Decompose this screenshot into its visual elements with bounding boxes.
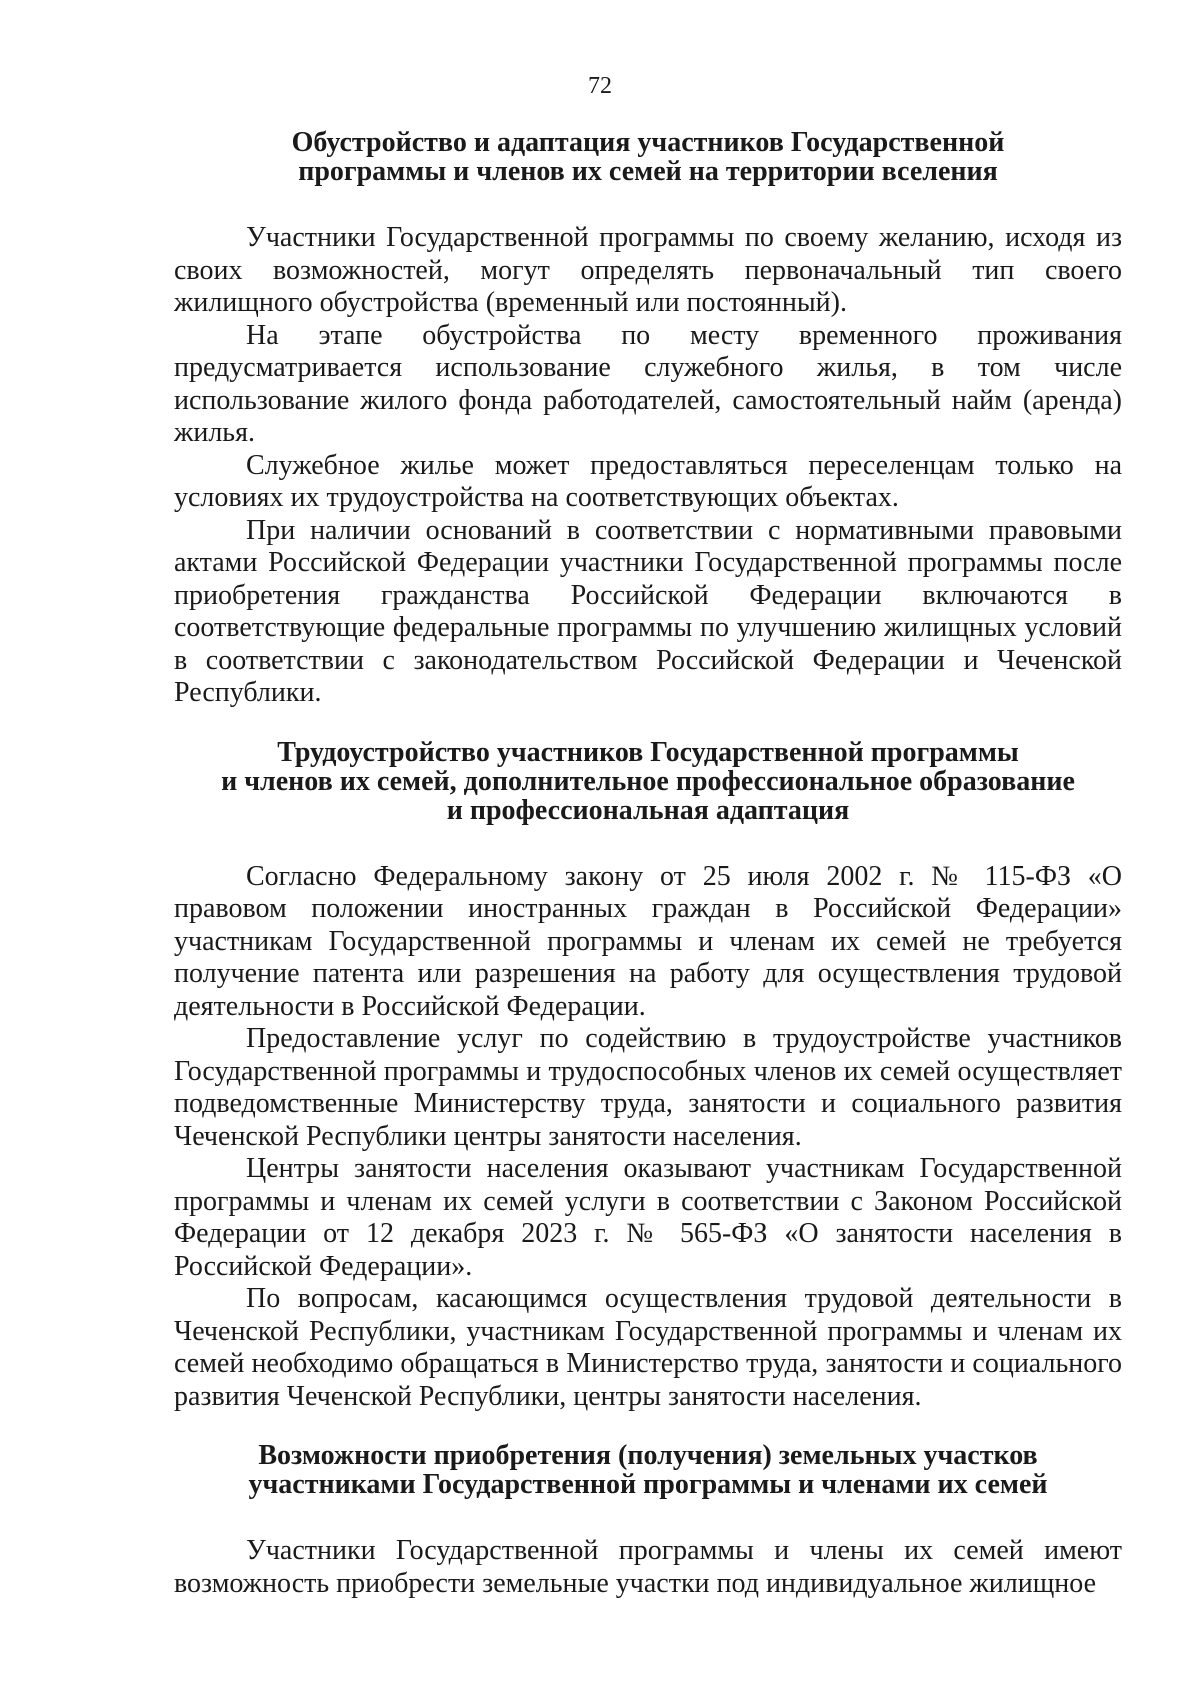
section-employment [174,738,1122,1414]
section-heading [174,1441,1122,1499]
paragraph: Предоставление услуг по содействию в трудоустройстве участников Государственной программы и трудоспособных членов их семей осуществляет подведомственные Министерству труда, занятости и социального развития Чеченской Республики центры занятости населения. [174,1023,1122,1152]
paragraph: По вопросам, касающимся осуществления трудовой деятельности в Чеченской Республики, участникам Государственной программы и членам их семей необходимо обращаться в Министерство труда, занятости и социального развития Чеченской Республики, центры занятости населения. [174,1283,1122,1412]
section-land-plots [174,1441,1122,1600]
section-heading [174,128,1122,186]
heading-line: Возможности приобретения (получения) земельных участков [258,1440,1038,1471]
paragraph: Центры занятости населения оказывают участникам Государственной программы и членам их семей услуги в соответствии с Законом Российской Федерации от 12 декабря 2023 г. № 565-ФЗ «О занятости населения в Российской Федерации». [174,1153,1122,1282]
heading-line: Обустройство и адаптация участников Государственной [291,127,1005,158]
section-heading [174,738,1122,825]
document-body [174,128,1122,1600]
heading-line: программы и членов их семей на территории вселения [298,156,998,187]
paragraph: Согласно Федеральному закону от 25 июля 2002 г. № 115-ФЗ «О правовом положении иностранных граждан в Российской Федерации» участникам Государственной программы и членам их семей не требуется получение патента или разрешения на работу для осуществления трудовой деятельности в Российской Федерации. [174,860,1122,1022]
paragraph: Служебное жилье может предоставляться переселенцам только на условиях их трудоустройства на соответствующих объектах. [174,449,1122,513]
paragraph: Участники Государственной программы по своему желанию, исходя из своих возможностей, могут определять первоначальный тип своего жилищного обустройства (временный или постоянный). [174,222,1122,318]
section-housing [174,128,1122,710]
heading-line: и членов их семей, дополнительное профессиональное образование [221,765,1075,797]
page-number: 72 [588,73,612,99]
heading-line: участниками Государственной программы и членами их семей [248,1469,1048,1500]
heading-line: и профессиональная адаптация [446,794,850,826]
heading-line: Трудоустройство участников Государственной программы [277,736,1019,768]
paragraph: На этапе обустройства по месту временного проживания предусматривается использование служебного жилья, в том числе использование жилого фонда работодателей, самостоятельный найм (аренда) жилья. [174,319,1122,448]
paragraph: При наличии оснований в соответствии с нормативными правовыми актами Российской Федерации участники Государственной программы после приобретения гражданства Российской Федерации включаются в соответствующие федеральные программы по улучшению жилищных условий в соответствии с законодательством Российской Федерации и Чеченской Республики. [174,514,1122,708]
paragraph: Участники Государственной программы и члены их семей имеют возможность приобрести земельные участки под индивидуальное жилищное [174,1535,1122,1599]
